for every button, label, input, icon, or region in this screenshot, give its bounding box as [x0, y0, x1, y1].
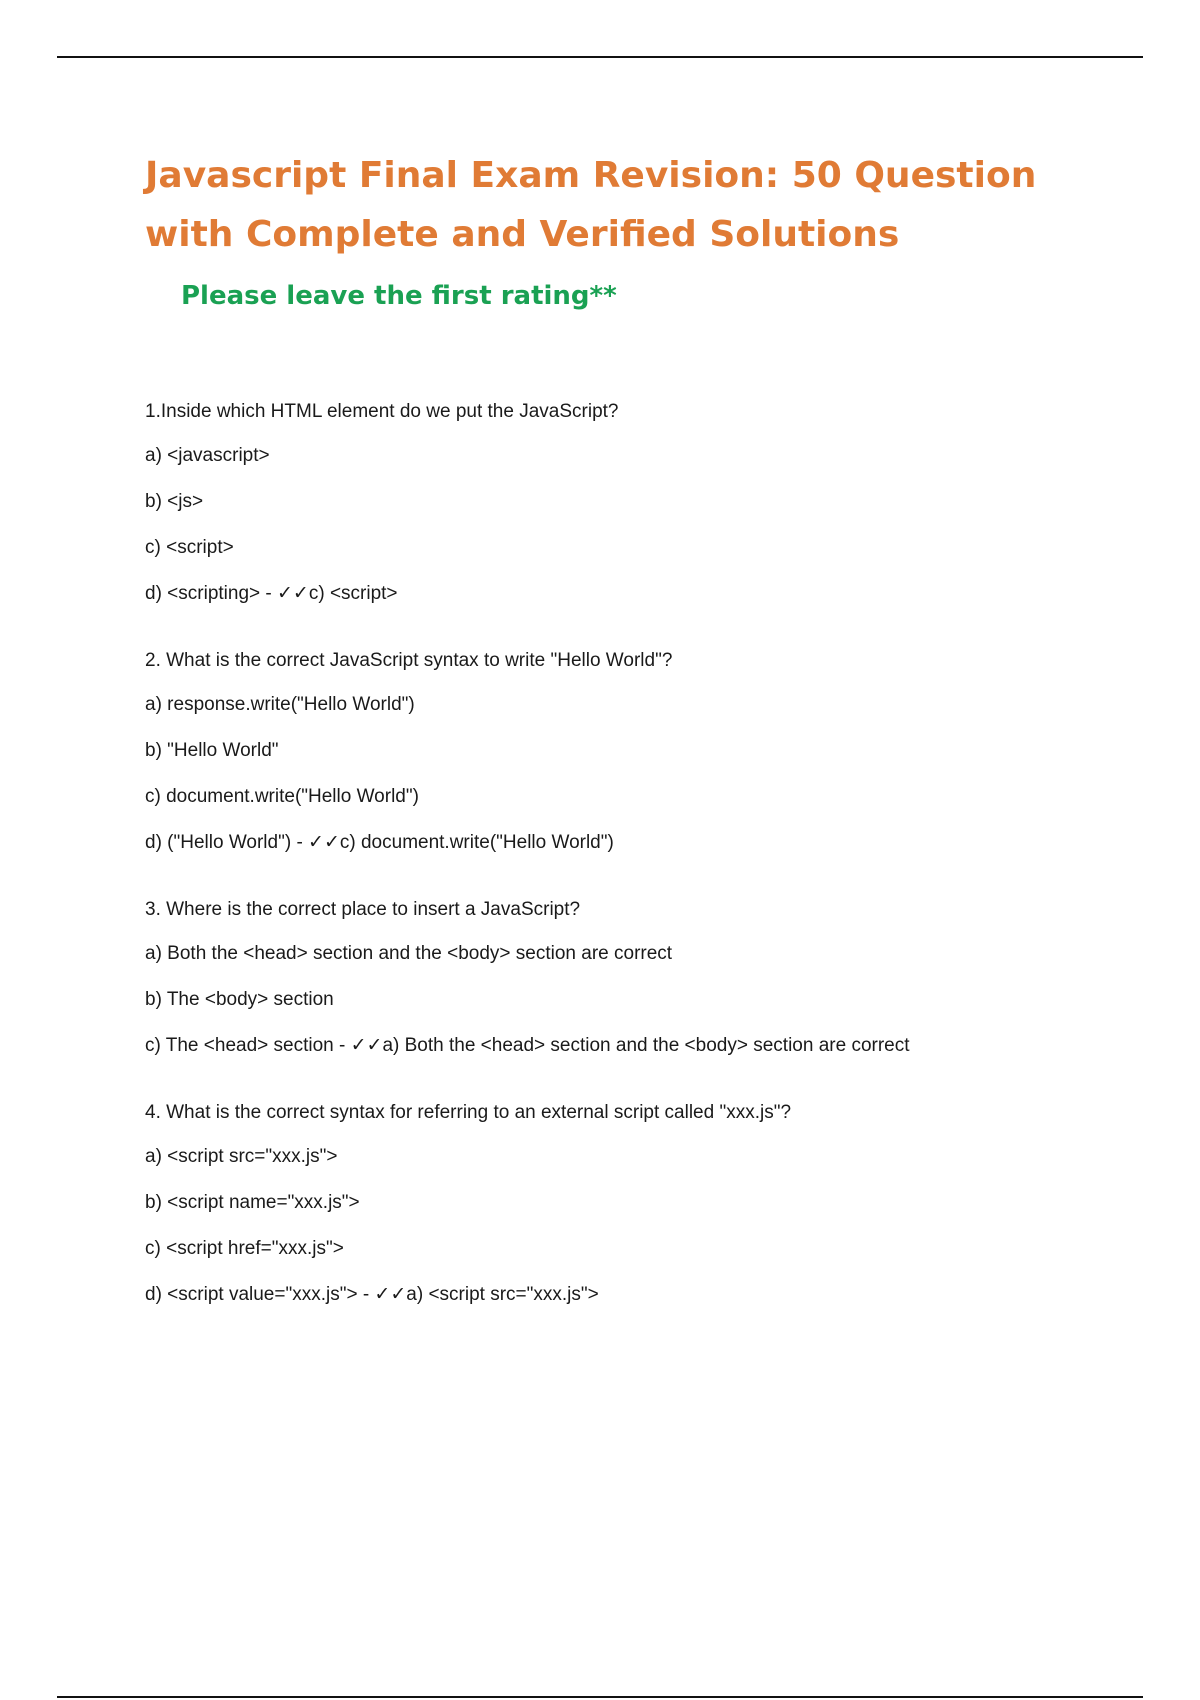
- answer-option-with-solution: d) <script value="xxx.js"> - ✓✓a) <script src="xxx.js">: [145, 1284, 599, 1305]
- answer-option: c) document.write("Hello World"): [145, 786, 419, 807]
- answer-option: a) response.write("Hello World"): [145, 694, 415, 715]
- answer-option: b) "Hello World": [145, 740, 279, 761]
- document-title: Javascript Final Exam Revision: 50 Question with Complete and Verified Solutions: [145, 155, 1037, 255]
- answer-option-with-solution: c) The <head> section - ✓✓a) Both the <head> section and the <body> section are correct: [145, 1035, 910, 1056]
- answer-option: a) <script src="xxx.js">: [145, 1146, 338, 1167]
- rating-request: Please leave the first rating**: [181, 281, 617, 311]
- footer-rule: [57, 1696, 1143, 1698]
- question-4: [145, 1101, 1145, 1306]
- answer-option: b) <js>: [145, 491, 204, 512]
- question-text: 4. What is the correct syntax for referring to an external script called "xxx.js"?: [145, 1102, 792, 1123]
- answer-option: a) Both the <head> section and the <body> section are correct: [145, 943, 673, 964]
- answer-option: c) <script href="xxx.js">: [145, 1238, 344, 1259]
- question-1: [145, 400, 1145, 605]
- question-text: 3. Where is the correct place to insert a JavaScript?: [145, 899, 581, 920]
- question-3: [145, 898, 1145, 1057]
- answer-option: a) <javascript>: [145, 445, 270, 466]
- answer-option-with-solution: d) ("Hello World") - ✓✓c) document.write("Hello World"): [145, 832, 614, 853]
- question-list: [145, 400, 1145, 1350]
- question-2: [145, 649, 1145, 854]
- header-rule: [57, 56, 1143, 58]
- answer-option: c) <script>: [145, 537, 234, 558]
- question-text: 2. What is the correct JavaScript syntax to write "Hello World"?: [145, 650, 673, 671]
- answer-option: b) The <body> section: [145, 989, 334, 1010]
- question-text: 1.Inside which HTML element do we put the JavaScript?: [145, 401, 619, 422]
- answer-option-with-solution: d) <scripting> - ✓✓c) <script>: [145, 583, 398, 604]
- answer-option: b) <script name="xxx.js">: [145, 1192, 360, 1213]
